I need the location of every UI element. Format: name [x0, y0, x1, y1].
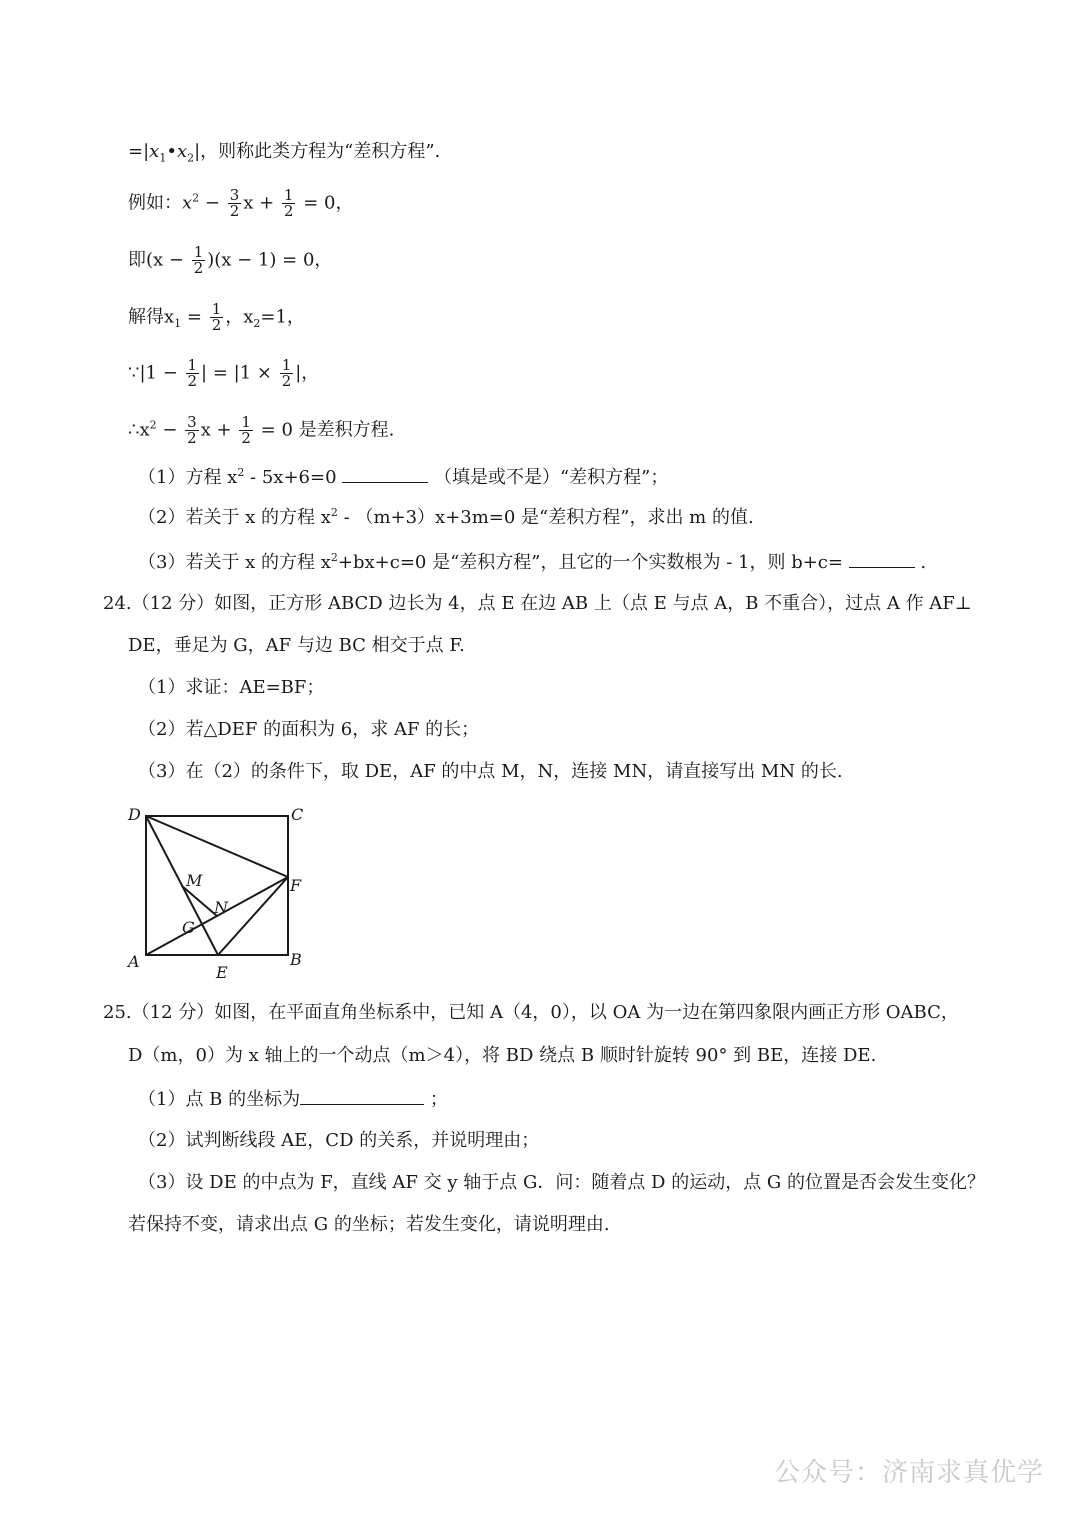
example-line — [128, 188, 353, 219]
fraction-numerator: 1 — [241, 413, 251, 431]
figure-lines — [146, 816, 288, 955]
label-g: G — [182, 918, 195, 937]
eq-term: |， — [295, 362, 320, 384]
q25-part3: （3）设 DE 的中点为 F，直线 AF 交 y 轴于点 G．问：随着点 D 的运动，点 G 的位置是否会发生变化？ — [138, 1172, 986, 1193]
q25-part2: （2）试判断线段 AE，CD 的关系，并说明理由； — [138, 1130, 540, 1151]
solution-line — [128, 302, 305, 333]
q23-part3-text: +bx+c=0 是“差积方程”，且它的一个实数根为 - 1，则 b+c= — [337, 552, 849, 573]
watermark: 公众号：济南求真优学 — [773, 1458, 1044, 1488]
segment-ef — [218, 877, 288, 955]
example-label: 例如： — [128, 192, 182, 214]
square-abcd — [146, 816, 288, 955]
answer-blank[interactable] — [849, 549, 915, 568]
eq-term: = — [181, 306, 208, 328]
eq-term: ∴x — [128, 419, 150, 441]
eq-term: | = |1 × — [201, 362, 278, 384]
fraction-denominator: 2 — [211, 316, 222, 334]
power: 2 — [192, 191, 200, 205]
fraction — [228, 188, 242, 219]
fraction-numerator: 1 — [281, 356, 292, 374]
answer-blank[interactable] — [300, 1086, 424, 1105]
q24-part3: （3）在（2）的条件下，取 DE，AF 的中点 M，N，连接 MN，请直接写出 MN 的长. — [138, 761, 843, 782]
q23-part1-text: - 5x+6=0 — [244, 467, 343, 488]
var-x1: x — [149, 141, 160, 162]
power: 2 — [330, 551, 338, 564]
var-x2: x — [176, 141, 188, 162]
factor-line — [128, 245, 332, 276]
eq-term: − — [156, 419, 184, 441]
q23-part1-text: （填是或不是）“差积方程”； — [428, 467, 669, 488]
fraction-numerator: 1 — [193, 243, 204, 261]
q24-part1: （1）求证：AE=BF； — [138, 677, 325, 698]
definition-text: =| — [128, 141, 150, 162]
because-line — [128, 358, 319, 389]
fraction-denominator: 2 — [187, 429, 197, 447]
fraction-denominator: 2 — [193, 259, 204, 277]
fraction-numerator: 1 — [187, 356, 198, 374]
fraction — [192, 245, 206, 276]
q24-part2: （2）若△DEF 的面积为 6，求 AF 的长； — [138, 719, 480, 740]
sub-2: 2 — [187, 151, 195, 165]
label-a: A — [128, 952, 140, 971]
fraction — [280, 358, 294, 389]
q23-part3-text: . — [914, 552, 927, 573]
sub-1: 1 — [159, 151, 167, 165]
q23-part2-text: （2）若关于 x 的方程 x — [138, 507, 331, 528]
dot-symbol: • — [166, 141, 177, 162]
fraction-numerator: 3 — [187, 413, 197, 431]
eq-term: x + — [243, 192, 280, 214]
fraction-numerator: 1 — [211, 300, 222, 318]
square-figure — [120, 800, 320, 985]
label-f: F — [290, 876, 302, 895]
q25-part1-text: ； — [424, 1089, 448, 1110]
fraction — [239, 415, 253, 446]
eq-term: − — [199, 192, 226, 214]
label-m: M — [186, 871, 203, 890]
q23-part2-text: - （m+3）x+3m=0 是“差积方程”，求出 m 的值. — [337, 507, 754, 528]
eq-term: x + — [200, 419, 238, 441]
power: 2 — [330, 506, 338, 519]
eq-term: ，x — [225, 306, 254, 328]
label-c: C — [291, 805, 304, 824]
fraction — [210, 302, 224, 333]
q25-stem-line2: D（m，0）为 x 轴上的一个动点（m＞4），将 BD 绕点 B 顺时针旋转 90° 到 BE，连接 DE. — [128, 1045, 877, 1066]
eq-term: 解得x — [128, 306, 175, 328]
power: 2 — [149, 418, 157, 432]
q25-part1 — [138, 1086, 448, 1112]
answer-blank[interactable] — [342, 464, 428, 483]
definition-tail: |，则称此类方程为“差积方程”. — [194, 141, 441, 162]
fraction — [185, 415, 199, 446]
eq-term: =1， — [260, 306, 305, 328]
eq-term: x — [182, 192, 193, 214]
q23-part3 — [138, 549, 926, 575]
fraction-numerator: 3 — [229, 186, 240, 204]
definition-line — [128, 140, 440, 164]
eq-term: )(x − 1) = 0， — [207, 249, 333, 271]
fraction-denominator: 2 — [241, 429, 251, 447]
power: 2 — [237, 466, 245, 479]
q24-stem-line2: DE，垂足为 G，AF 与边 BC 相交于点 F. — [128, 635, 465, 656]
fraction-numerator: 1 — [283, 186, 294, 204]
q25-part3-cont: 若保持不变，请求出点 G 的坐标；若发生变化，请说明理由. — [128, 1214, 610, 1235]
fraction — [282, 188, 296, 219]
q24-stem-line1: 24.（12 分）如图，正方形 ABCD 边长为 4，点 E 在边 AB 上（点 E 与点 A，B 不重合），过点 A 作 AF⊥ — [103, 593, 972, 614]
fraction — [186, 358, 200, 389]
fraction-denominator: 2 — [187, 372, 198, 390]
q23-part1 — [138, 464, 668, 490]
q25-stem-line1: 25.（12 分）如图，在平面直角坐标系中，已知 A（4，0），以 OA 为一边在第四象限内画正方形 OABC， — [103, 1002, 959, 1023]
eq-term: 即(x − — [128, 249, 190, 271]
sub-2: 2 — [253, 317, 261, 331]
q23-part1-text: （1）方程 x — [138, 467, 238, 488]
label-e: E — [216, 963, 228, 982]
therefore-line — [128, 415, 394, 446]
label-d: D — [128, 805, 141, 824]
label-n: N — [214, 898, 228, 917]
segment-mn — [182, 886, 217, 916]
fraction-denominator: 2 — [283, 202, 294, 220]
segment-df — [146, 816, 288, 877]
eq-term: = 0 是差积方程. — [254, 419, 395, 441]
fraction-denominator: 2 — [229, 202, 240, 220]
sub-1: 1 — [174, 317, 182, 331]
eq-term: = 0， — [297, 192, 354, 214]
eq-term: ∵|1 − — [128, 362, 184, 384]
q23-part3-text: （3）若关于 x 的方程 x — [138, 552, 331, 573]
fraction-denominator: 2 — [281, 372, 292, 390]
q23-part2 — [138, 506, 754, 530]
q25-part1-text: （1）点 B 的坐标为 — [138, 1089, 301, 1110]
label-b: B — [290, 950, 302, 969]
